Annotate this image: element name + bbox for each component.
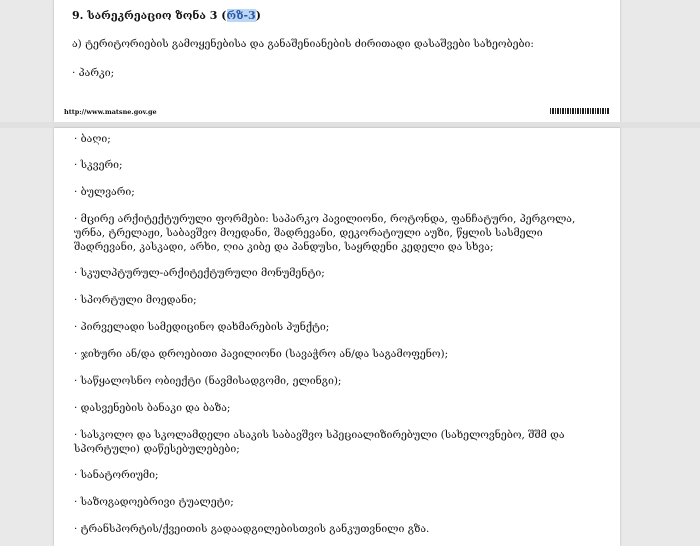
list-item: · მცირე არქიტექტურული ფორმები: საპარკო პავილიონი, როტონდა, ფანჩატური, პერგოლა, ურნა, ტრელაჟი, საბავშვო მოედანი, შადრევანი, დეკორატიული აუზი, წყლის სასმელი შადრევანი, კასკადი, არხი, ღია კიბე და პანდუსი, საყრდენი კედელი და სხვა; — [74, 213, 576, 253]
section-title-prefix: 9. სარეკრეაციო ზონა 3 ( — [72, 9, 227, 22]
list-item: · სპორტული მოედანი; — [74, 294, 197, 306]
list-item-park: · პარკი; — [72, 67, 115, 79]
list-item: · სასკოლო და სკოლამდელი ასაკის საბავშვო სპეციალიზირებული (სახელოვნებო, შშმ და სპორტული) დაწესებულებები; — [74, 429, 565, 455]
section-title — [72, 9, 261, 22]
list-item: · სკვერი; — [74, 159, 123, 171]
section-title-suffix: ) — [255, 9, 261, 22]
list-item: · ბაღი; — [74, 133, 111, 145]
list-item: · საზოგადოებრივი ტუალეტი; — [74, 496, 234, 508]
footer-url[interactable]: http://www.matsne.gov.ge — [64, 108, 157, 116]
list-item: · ტრანსპორტის/ქვეითის გადაადგილებისთვის განკუთვნილი გზა. — [74, 523, 430, 535]
permitted-uses-heading: ა) ტერიტორიების გამოყენებისა და განაშენიანების ძირითადი დასაშვები სახეობები: — [72, 38, 534, 50]
barcode-icon — [550, 108, 610, 114]
list-item: · ბულვარი; — [74, 186, 135, 198]
list-item: · საწყალოსნო ობიექტი (ნავმისადგომი, ელინგი); — [74, 375, 342, 387]
list-item: · სკულპტურულ-არქიტექტურული მონუმენტი; — [74, 267, 325, 279]
zone-code-highlight[interactable]: რზ-3 — [226, 9, 256, 22]
list-item: · სანატორიუმი; — [74, 469, 159, 481]
document-page-top — [54, 0, 620, 122]
list-item: · დასვენების ბანაკი და ბაზა; — [74, 402, 231, 414]
list-item: · პირველადი სამედიცინო დახმარების პუნქტი; — [74, 321, 330, 333]
document-page-bottom — [54, 128, 620, 546]
list-item: · ჯიხური ან/და დროებითი პავილიონი (სავაჭრო ან/და საგამოფენო); — [74, 348, 449, 360]
